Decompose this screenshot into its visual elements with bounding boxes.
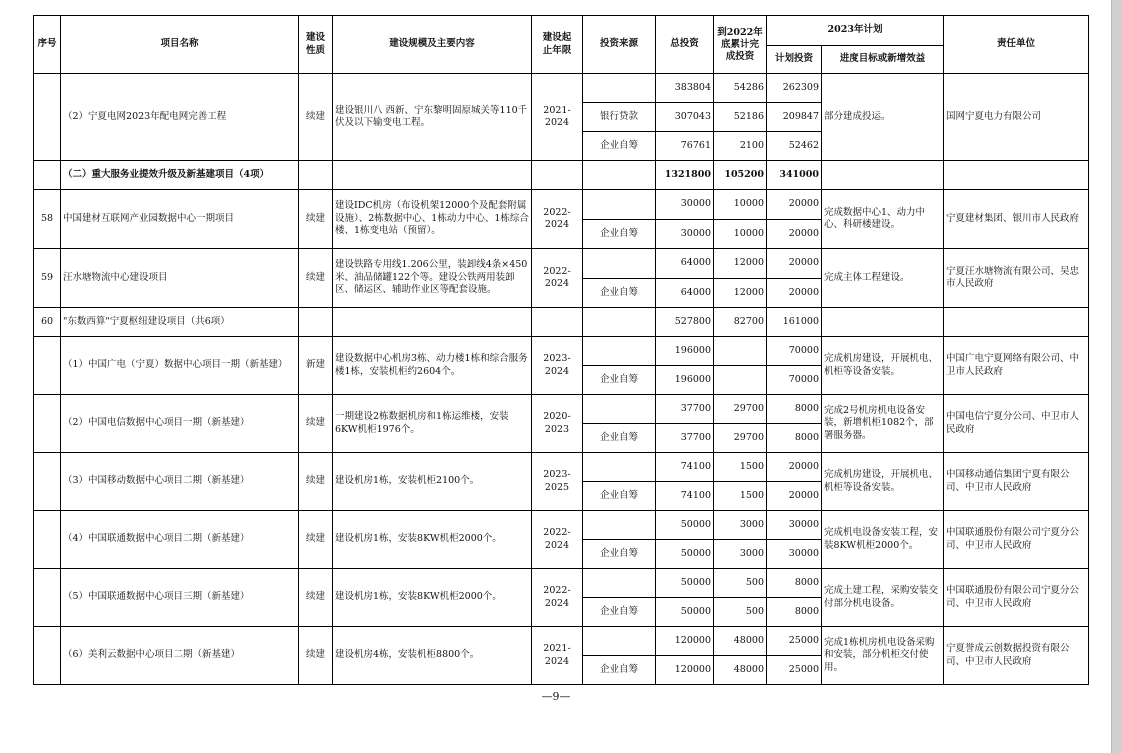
years-cell: 2023-2025 <box>532 453 583 511</box>
goal-cell: 完成2号机房机电设备安装，新增机柜1082个，部署服务器。 <box>822 395 944 453</box>
done2022-cell: 48000 <box>714 656 767 685</box>
total-cell: 307043 <box>656 103 714 132</box>
vertical-scrollbar[interactable] <box>1111 0 1121 753</box>
scope-cell: 建设IDC机房（布设机架12000个及配套附属设施）、2栋数据中心、1栋动力中心、1栋综合楼、1栋变电站（预留）。 <box>333 190 532 249</box>
years-cell <box>532 308 583 337</box>
source-cell: 企业自筹 <box>583 482 656 511</box>
done2022-cell: 10000 <box>714 190 767 220</box>
scope-cell <box>333 308 532 337</box>
total-cell: 74100 <box>656 453 714 482</box>
goal-cell: 部分建成投运。 <box>822 74 944 161</box>
nature-cell: 续建 <box>299 511 333 569</box>
total-cell: 120000 <box>656 627 714 656</box>
source-cell <box>583 308 656 337</box>
done2022-cell: 500 <box>714 569 767 598</box>
plan-invest-cell: 20000 <box>767 190 822 220</box>
header-plan-goal: 进度目标或新增效益 <box>822 46 944 74</box>
seq-cell <box>34 453 61 511</box>
unit-cell: 中国广电宁夏网络有限公司、中卫市人民政府 <box>944 337 1089 395</box>
scope-cell: 建设机房1栋，安装机柜2100个。 <box>333 453 532 511</box>
scope-cell: 建设机房1栋，安装8KW机柜2000个。 <box>333 569 532 627</box>
total-cell: 196000 <box>656 366 714 395</box>
table-row <box>34 161 1089 190</box>
plan-invest-cell: 20000 <box>767 279 822 308</box>
project-name-cell: （2）中国电信数据中心项目一期（新基建） <box>61 395 299 453</box>
nature-cell: 续建 <box>299 249 333 308</box>
unit-cell: 宁夏建材集团、银川市人民政府 <box>944 190 1089 249</box>
plan-invest-cell: 30000 <box>767 540 822 569</box>
scope-cell: 建设机房1栋，安装8KW机柜2000个。 <box>333 511 532 569</box>
seq-cell: 59 <box>34 249 61 308</box>
project-name-cell: （3）中国移动数据中心项目二期（新基建） <box>61 453 299 511</box>
goal-cell <box>822 308 944 337</box>
unit-cell <box>944 161 1089 190</box>
goal-cell: 完成机房建设，开展机电、机柜等设备安装。 <box>822 337 944 395</box>
source-cell <box>583 249 656 279</box>
plan-invest-cell: 161000 <box>767 308 822 337</box>
unit-cell <box>944 308 1089 337</box>
header-plan2023: 2023年计划 <box>767 16 944 46</box>
plan-invest-cell: 20000 <box>767 453 822 482</box>
source-cell <box>583 395 656 424</box>
scope-cell <box>333 161 532 190</box>
source-cell: 企业自筹 <box>583 424 656 453</box>
unit-cell: 中国联通股份有限公司宁夏分公司、中卫市人民政府 <box>944 569 1089 627</box>
plan-invest-cell: 8000 <box>767 569 822 598</box>
total-cell: 64000 <box>656 249 714 279</box>
done2022-cell: 1500 <box>714 482 767 511</box>
total-cell: 30000 <box>656 190 714 220</box>
total-cell: 64000 <box>656 279 714 308</box>
plan-invest-cell: 341000 <box>767 161 822 190</box>
nature-cell: 新建 <box>299 337 333 395</box>
total-cell: 120000 <box>656 656 714 685</box>
total-cell: 37700 <box>656 395 714 424</box>
scope-cell: 一期建设2栋数据机房和1栋运维楼，安装6KW机柜1976个。 <box>333 395 532 453</box>
project-name-cell: （二）重大服务业提效升级及新基建项目（4项） <box>61 161 299 190</box>
source-cell: 企业自筹 <box>583 279 656 308</box>
seq-cell <box>34 161 61 190</box>
years-cell <box>532 161 583 190</box>
header-name: 项目名称 <box>61 16 299 74</box>
unit-cell: 中国电信宁夏分公司、中卫市人民政府 <box>944 395 1089 453</box>
total-cell: 1321800 <box>656 161 714 190</box>
plan-invest-cell: 70000 <box>767 337 822 366</box>
source-cell <box>583 161 656 190</box>
scope-cell: 建设数据中心机房3栋、动力楼1栋和综合服务楼1栋，安装机柜约2604个。 <box>333 337 532 395</box>
years-cell: 2022-2024 <box>532 190 583 249</box>
done2022-cell: 1500 <box>714 453 767 482</box>
header-nature: 建设 性质 <box>299 16 333 74</box>
plan-invest-cell: 209847 <box>767 103 822 132</box>
seq-cell: 60 <box>34 308 61 337</box>
plan-invest-cell: 25000 <box>767 627 822 656</box>
nature-cell: 续建 <box>299 74 333 161</box>
table-row <box>34 249 1089 279</box>
done2022-cell <box>714 337 767 366</box>
seq-cell <box>34 395 61 453</box>
nature-cell: 续建 <box>299 395 333 453</box>
years-cell: 2020-2023 <box>532 395 583 453</box>
unit-cell: 宁夏誉成云创数据投资有限公司、中卫市人民政府 <box>944 627 1089 685</box>
total-cell: 196000 <box>656 337 714 366</box>
total-cell: 74100 <box>656 482 714 511</box>
plan-invest-cell: 30000 <box>767 511 822 540</box>
plan-invest-cell: 52462 <box>767 132 822 161</box>
goal-cell: 完成主体工程建设。 <box>822 249 944 308</box>
unit-cell: 国网宁夏电力有限公司 <box>944 74 1089 161</box>
total-cell: 527800 <box>656 308 714 337</box>
unit-cell: 宁夏汪水塘物流有限公司、吴忠市人民政府 <box>944 249 1089 308</box>
header-plan-invest: 计划投资 <box>767 46 822 74</box>
unit-cell: 中国联通股份有限公司宁夏分公司、中卫市人民政府 <box>944 511 1089 569</box>
done2022-cell: 2100 <box>714 132 767 161</box>
source-cell: 企业自筹 <box>583 540 656 569</box>
done2022-cell: 29700 <box>714 395 767 424</box>
header-total: 总投资 <box>656 16 714 74</box>
years-cell: 2021-2024 <box>532 74 583 161</box>
unit-cell: 中国移动通信集团宁夏有限公司、中卫市人民政府 <box>944 453 1089 511</box>
source-cell <box>583 337 656 366</box>
table-row <box>34 453 1089 482</box>
goal-cell: 完成机电设备安装工程，安装8KW机柜2000个。 <box>822 511 944 569</box>
scope-cell: 建设机房4栋，安装机柜8800个。 <box>333 627 532 685</box>
project-name-cell: （1）中国广电（宁夏）数据中心项目一期（新基建） <box>61 337 299 395</box>
done2022-cell: 54286 <box>714 74 767 103</box>
nature-cell: 续建 <box>299 453 333 511</box>
nature-cell <box>299 308 333 337</box>
table-row <box>34 74 1089 103</box>
nature-cell: 续建 <box>299 190 333 249</box>
done2022-cell: 500 <box>714 598 767 627</box>
done2022-cell: 48000 <box>714 627 767 656</box>
total-cell: 50000 <box>656 598 714 627</box>
project-name-cell: "东数西算"宁夏枢纽建设项目（共6项） <box>61 308 299 337</box>
project-table <box>33 15 1089 685</box>
header-source: 投资来源 <box>583 16 656 74</box>
project-name-cell: （4）中国联通数据中心项目二期（新基建） <box>61 511 299 569</box>
years-cell: 2022-2024 <box>532 569 583 627</box>
source-cell: 企业自筹 <box>583 656 656 685</box>
total-cell: 383804 <box>656 74 714 103</box>
seq-cell: 58 <box>34 190 61 249</box>
source-cell: 企业自筹 <box>583 598 656 627</box>
table-row <box>34 627 1089 656</box>
nature-cell: 续建 <box>299 627 333 685</box>
header-scope: 建设规模及主要内容 <box>333 16 532 74</box>
plan-invest-cell: 262309 <box>767 74 822 103</box>
project-name-cell: （6）美利云数据中心项目二期（新基建） <box>61 627 299 685</box>
done2022-cell: 3000 <box>714 540 767 569</box>
source-cell <box>583 569 656 598</box>
done2022-cell: 29700 <box>714 424 767 453</box>
plan-invest-cell: 20000 <box>767 220 822 249</box>
total-cell: 50000 <box>656 511 714 540</box>
table-row <box>34 511 1089 540</box>
table-row <box>34 395 1089 424</box>
seq-cell <box>34 337 61 395</box>
plan-invest-cell: 20000 <box>767 249 822 279</box>
total-cell: 76761 <box>656 132 714 161</box>
source-cell <box>583 511 656 540</box>
header-unit: 责任单位 <box>944 16 1089 74</box>
years-cell: 2023-2024 <box>532 337 583 395</box>
done2022-cell: 52186 <box>714 103 767 132</box>
seq-cell <box>34 627 61 685</box>
done2022-cell <box>714 366 767 395</box>
plan-invest-cell: 8000 <box>767 395 822 424</box>
plan-invest-cell: 25000 <box>767 656 822 685</box>
source-cell: 企业自筹 <box>583 220 656 249</box>
total-cell: 50000 <box>656 569 714 598</box>
table-body <box>34 74 1089 685</box>
done2022-cell: 10000 <box>714 220 767 249</box>
done2022-cell: 12000 <box>714 249 767 279</box>
goal-cell: 完成1栋机房机电设备采购和安装，部分机柜交付使用。 <box>822 627 944 685</box>
source-cell <box>583 627 656 656</box>
years-cell: 2022-2024 <box>532 249 583 308</box>
source-cell: 企业自筹 <box>583 132 656 161</box>
total-cell: 50000 <box>656 540 714 569</box>
plan-invest-cell: 8000 <box>767 598 822 627</box>
goal-cell: 完成土建工程，采购安装交付部分机电设备。 <box>822 569 944 627</box>
project-name-cell: 汪水塘物流中心建设项目 <box>61 249 299 308</box>
plan-invest-cell: 20000 <box>767 482 822 511</box>
page-number: —9— <box>541 690 571 703</box>
done2022-cell: 12000 <box>714 279 767 308</box>
header-seq: 序号 <box>34 16 61 74</box>
table-row <box>34 337 1089 366</box>
source-cell <box>583 453 656 482</box>
table-row <box>34 190 1089 220</box>
project-name-cell: （2）宁夏电网2023年配电网完善工程 <box>61 74 299 161</box>
scope-cell: 建设银川八 西新、宁东黎明固原城关等110千伏及以下输变电工程。 <box>333 74 532 161</box>
header-done2022: 到2022年 底累计完 成投资 <box>714 16 767 74</box>
scope-cell: 建设铁路专用线1.206公里，装卸线4条×450米、油品储罐122个等。建设公铁两用装卸区、储运区、辅助作业区等配套设施。 <box>333 249 532 308</box>
header-years: 建设起 止年限 <box>532 16 583 74</box>
years-cell: 2022-2024 <box>532 511 583 569</box>
table-row <box>34 569 1089 598</box>
table-row <box>34 308 1089 337</box>
plan-invest-cell: 70000 <box>767 366 822 395</box>
done2022-cell: 105200 <box>714 161 767 190</box>
seq-cell <box>34 511 61 569</box>
plan-invest-cell: 8000 <box>767 424 822 453</box>
seq-cell <box>34 74 61 161</box>
nature-cell <box>299 161 333 190</box>
total-cell: 30000 <box>656 220 714 249</box>
done2022-cell: 3000 <box>714 511 767 540</box>
years-cell: 2021-2024 <box>532 627 583 685</box>
source-cell: 企业自筹 <box>583 366 656 395</box>
source-cell: 银行贷款 <box>583 103 656 132</box>
seq-cell <box>34 569 61 627</box>
goal-cell: 完成机房建设，开展机电、机柜等设备安装。 <box>822 453 944 511</box>
project-name-cell: （5）中国联通数据中心项目三期（新基建） <box>61 569 299 627</box>
source-cell <box>583 190 656 220</box>
source-cell <box>583 74 656 103</box>
done2022-cell: 82700 <box>714 308 767 337</box>
total-cell: 37700 <box>656 424 714 453</box>
goal-cell <box>822 161 944 190</box>
nature-cell: 续建 <box>299 569 333 627</box>
goal-cell: 完成数据中心1、动力中心、科研楼建设。 <box>822 190 944 249</box>
project-name-cell: 中国建材互联网产业园数据中心一期项目 <box>61 190 299 249</box>
